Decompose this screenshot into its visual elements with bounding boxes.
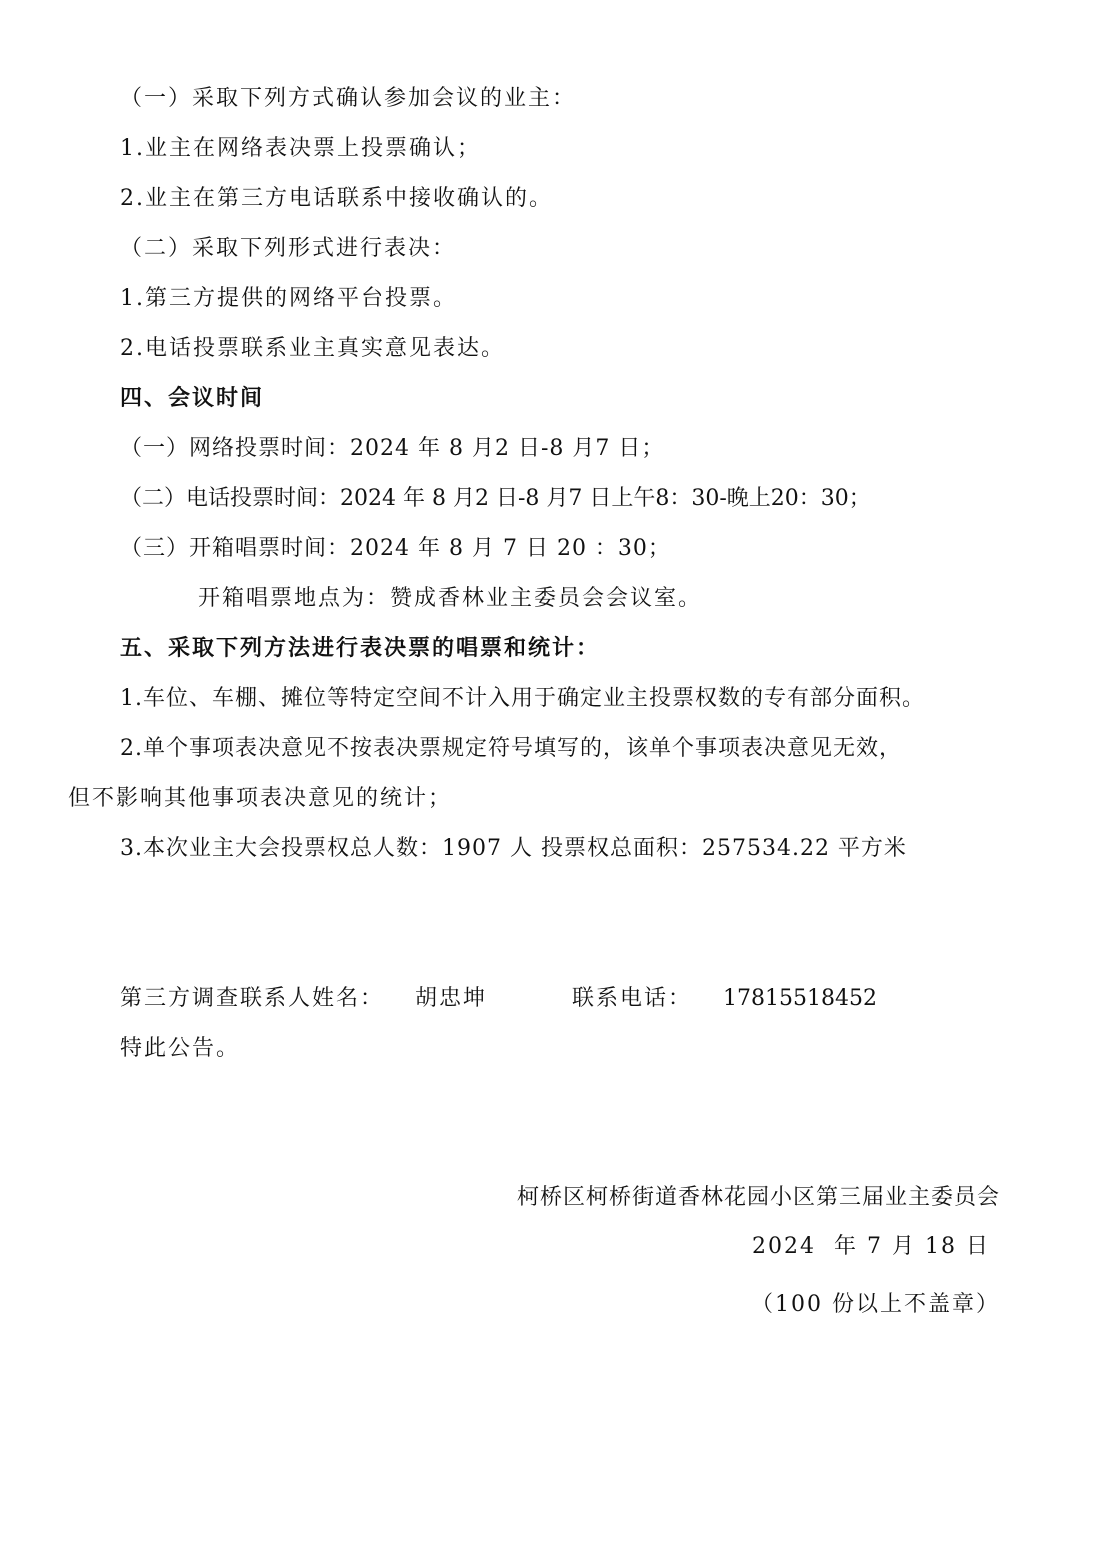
section5-item-3: 3.本次业主大会投票权总人数：1907 人 投票权总面积：257534.22 平方米 bbox=[120, 836, 907, 861]
sub1-title: （一）采取下列方式确认参加会议的业主： bbox=[120, 86, 577, 111]
section5-heading: 五、采取下列方法进行表决票的唱票和统计： bbox=[120, 636, 601, 661]
contact-phone-value: 17815518452 bbox=[723, 986, 878, 1011]
section4-item-3: （三）开箱唱票时间：2024 年 8 月 7 日 20 ：30； bbox=[120, 536, 671, 561]
contact-line bbox=[120, 984, 877, 1014]
sub2-item-1: 1.第三方提供的网络平台投票。 bbox=[120, 286, 457, 311]
signature-date: 2024 年 7 月 18 日 bbox=[752, 1234, 990, 1259]
notice-text: 特此公告。 bbox=[120, 1036, 241, 1061]
section4-heading: 四、会议时间 bbox=[120, 386, 265, 411]
contact-phone-label: 联系电话： bbox=[572, 986, 693, 1011]
contact-name-label: 第三方调查联系人姓名： bbox=[120, 986, 385, 1011]
sub1-item-1: 1.业主在网络表决票上投票确认； bbox=[120, 136, 481, 161]
sub2-title: （二）采取下列形式进行表决： bbox=[120, 236, 457, 261]
section4-item-1: （一）网络投票时间：2024 年 8 月2 日-8 月7 日； bbox=[120, 436, 665, 461]
section5-item-2-line-2: 但不影响其他事项表决意见的统计； bbox=[68, 786, 453, 811]
section4-location: 开箱唱票地点为：赞成香林业主委员会会议室。 bbox=[198, 586, 703, 611]
sub2-item-2: 2.电话投票联系业主真实意见表达。 bbox=[120, 336, 505, 361]
section4-item-2: （二）电话投票时间：2024 年 8 月2 日-8 月7 日上午8：30-晚上20：30； bbox=[120, 486, 871, 511]
signature-note: （100 份以上不盖章） bbox=[751, 1292, 1000, 1317]
section5-item-1: 1.车位、车棚、摊位等特定空间不计入用于确定业主投票权数的专有部分面积。 bbox=[120, 686, 925, 711]
contact-name-value: 胡忠坤 bbox=[415, 986, 488, 1011]
signature-org: 柯桥区柯桥街道香林花园小区第三届业主委员会 bbox=[516, 1185, 1000, 1210]
sub1-item-2: 2.业主在第三方电话联系中接收确认的。 bbox=[120, 186, 553, 211]
section5-item-2-line-1: 2.单个事项表决意见不按表决票规定符号填写的，该单个事项表决意见无效， bbox=[120, 736, 902, 761]
